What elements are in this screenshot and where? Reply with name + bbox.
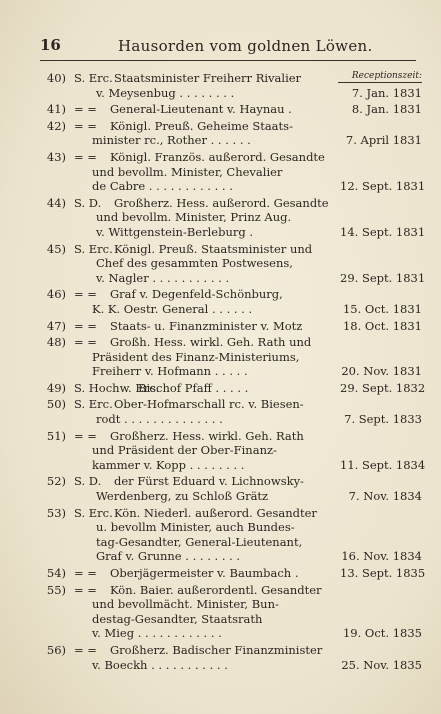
entry-title-abbrev: = = — [74, 287, 97, 302]
entry-number: 46) — [46, 287, 66, 302]
entry-number: 52) — [46, 474, 66, 489]
page-number: 16 — [40, 36, 61, 54]
reception-date: 29. Sept. 1831 — [340, 270, 426, 285]
entry-text-line: K. K. Oestr. General . . . . . . — [92, 301, 253, 316]
reception-date: 8. Jan. 1831 — [351, 102, 422, 117]
list-item — [40, 380, 426, 396]
reception-date: 16. Nov. 1834 — [341, 549, 422, 564]
entry-text-line: Graf v. Degenfeld-Schönburg, — [110, 287, 283, 302]
entry-title-abbrev: S. Hochw. Erc. — [74, 380, 160, 395]
entry-number: 49) — [46, 380, 66, 395]
running-title: Hausorden vom goldnen Löwen. — [118, 37, 373, 55]
reception-date: 19. Oct. 1835 — [342, 626, 422, 641]
list-item — [40, 397, 422, 426]
entry-title-abbrev: = = — [74, 428, 97, 443]
entry-text-line: de Cabre . . . . . . . . . . . . — [92, 179, 233, 194]
entry-number: 47) — [46, 318, 66, 333]
reception-date: 25. Nov. 1835 — [341, 657, 422, 672]
reception-date: 7. Jan. 1831 — [351, 85, 422, 100]
entry-text-line: Ober-Hofmarschall rc. v. Biesen- — [114, 397, 304, 412]
entry-text-line: Bischof Pfaff . . . . . — [138, 380, 249, 395]
list-item — [40, 643, 422, 672]
reception-date: 7. April 1831 — [345, 133, 422, 148]
reception-date-header: Receptionszeit: — [338, 71, 422, 83]
reception-date: 18. Oct. 1831 — [342, 318, 422, 333]
entry-text-line: v. Wittgenstein-Berleburg . — [96, 224, 254, 239]
reception-date: 11. Sept. 1834 — [340, 457, 426, 472]
entry-text-line: Chef des gesammten Postwesens, — [96, 256, 293, 271]
entry-text-line: und bevollmächt. Minister, Bun- — [92, 597, 279, 612]
entry-text-line: v. Meysenbug . . . . . . . . — [96, 85, 235, 100]
entry-text-line: und bevollm. Minister, Prinz Aug. — [96, 210, 292, 225]
list-item — [40, 119, 422, 148]
entry-text-line: Königl. Französ. außerord. Gesandte — [110, 149, 325, 164]
entry-text-line: Oberjägermeister v. Baumbach . — [110, 566, 299, 580]
list-item — [40, 195, 426, 240]
entry-text-line: Präsident des Finanz-Ministeriums, — [92, 349, 300, 364]
list-item — [40, 287, 422, 316]
entry-number: 50) — [46, 397, 66, 412]
list-item — [40, 241, 426, 286]
entry-number: 55) — [46, 582, 66, 597]
entry-title-abbrev: = = — [74, 318, 97, 333]
list-item — [40, 319, 422, 334]
entry-text-line: Großherz. Hess. außerord. Gesandte — [114, 195, 329, 210]
entry-text-line: und Präsident der Ober-Finanz- — [92, 443, 277, 458]
entry-number: 42) — [46, 118, 66, 133]
entry-text-line: Staats- u. Finanzminister v. Motz — [110, 318, 303, 333]
entry-text-line: rodt . . . . . . . . . . . . . . — [96, 412, 223, 427]
reception-date: 12. Sept. 1831 — [340, 179, 426, 194]
entry-text-line: Staatsminister Freiherr Rivalier — [114, 71, 302, 85]
list-item — [40, 506, 422, 564]
entry-title-abbrev: = = — [74, 149, 97, 164]
entry-number: 41) — [46, 102, 66, 117]
list-item — [40, 428, 426, 473]
reception-date: 15. Oct. 1831 — [342, 301, 422, 316]
entry-number: 56) — [46, 642, 66, 657]
entry-number: 54) — [46, 566, 66, 580]
list-item — [40, 335, 422, 379]
list-item — [40, 474, 422, 503]
entry-text-line: minister rc., Rother . . . . . . — [92, 133, 251, 148]
entry-text-line: und bevollm. Minister, Chevalier — [92, 164, 283, 179]
entry-text-line: Königl. Preuß. Staatsminister und — [114, 241, 313, 256]
entry-text-line: General-Lieutenant v. Haynau . — [110, 102, 292, 117]
entry-title-abbrev: S. Erc. — [74, 505, 113, 520]
entry-text-line: v. Nagler . . . . . . . . . . . — [96, 270, 230, 285]
entry-text-line: Kön. Niederl. außerord. Gesandter — [114, 505, 317, 520]
entry-number: 40) — [46, 71, 66, 85]
entry-number: 51) — [46, 428, 66, 443]
entry-text-line: der Fürst Eduard v. Lichnowsky- — [114, 474, 304, 489]
reception-date: 13. Sept. 1835 — [340, 566, 426, 580]
entry-title-abbrev: = = — [74, 582, 97, 597]
reception-date: 20. Nov. 1831 — [341, 364, 422, 379]
entry-title-abbrev: S. Erc. — [74, 397, 113, 412]
entry-number: 53) — [46, 505, 66, 520]
entry-text-line: destag-Gesandter, Staatsrath — [92, 611, 263, 626]
entry-title-abbrev: S. Erc. — [74, 71, 113, 85]
entry-text-line: Kön. Baier. außerordentl. Gesandter — [110, 582, 322, 597]
list-item — [40, 149, 426, 194]
entry-number: 43) — [46, 149, 66, 164]
list-item — [40, 583, 422, 641]
header-rule — [40, 60, 416, 61]
entry-title-abbrev: = = — [74, 118, 97, 133]
entry-text-line: Großherz. Badischer Finanzminister — [110, 642, 323, 657]
entry-number: 45) — [46, 241, 66, 256]
entry-text-line: Werdenberg, zu Schloß Grätz — [96, 489, 269, 504]
reception-date: 7. Sept. 1833 — [344, 412, 422, 427]
reception-date: 29. Sept. 1832 — [340, 380, 426, 395]
entry-text-line: Graf v. Grunne . . . . . . . . — [96, 549, 241, 564]
entry-text-line: Freiherr v. Hofmann . . . . . — [92, 364, 248, 379]
entry-list — [40, 66, 426, 672]
entry-title-abbrev: = = — [74, 102, 97, 117]
entry-text-line: v. Mieg . . . . . . . . . . . . — [92, 626, 222, 641]
reception-date: 7. Nov. 1834 — [348, 489, 422, 504]
entry-number: 48) — [46, 335, 66, 350]
entry-text-line: Großherz. Hess. wirkl. Geh. Rath — [110, 428, 304, 443]
entry-title-abbrev: S. D. — [74, 474, 102, 489]
entry-text-line: tag-Gesandter, General-Lieutenant, — [96, 534, 303, 549]
entry-title-abbrev: = = — [74, 642, 97, 657]
list-item — [40, 566, 426, 581]
entry-title-abbrev: S. Erc. — [74, 241, 113, 256]
entry-text-line: u. bevollm Minister, auch Bundes- — [96, 520, 295, 535]
entry-text-line: Königl. Preuß. Geheime Staats- — [110, 118, 293, 133]
entry-title-abbrev: = = — [74, 335, 97, 350]
entry-text-line: v. Boeckh . . . . . . . . . . . — [92, 657, 228, 672]
entry-number: 44) — [46, 195, 66, 210]
entry-text-line: Großh. Hess. wirkl. Geh. Rath und — [110, 335, 312, 350]
entry-text-line: kammer v. Kopp . . . . . . . . — [92, 457, 245, 472]
list-item — [40, 71, 422, 100]
entry-title-abbrev: S. D. — [74, 195, 102, 210]
entry-title-abbrev: = = — [74, 566, 97, 580]
reception-date: 14. Sept. 1831 — [340, 224, 426, 239]
list-item — [40, 102, 422, 117]
